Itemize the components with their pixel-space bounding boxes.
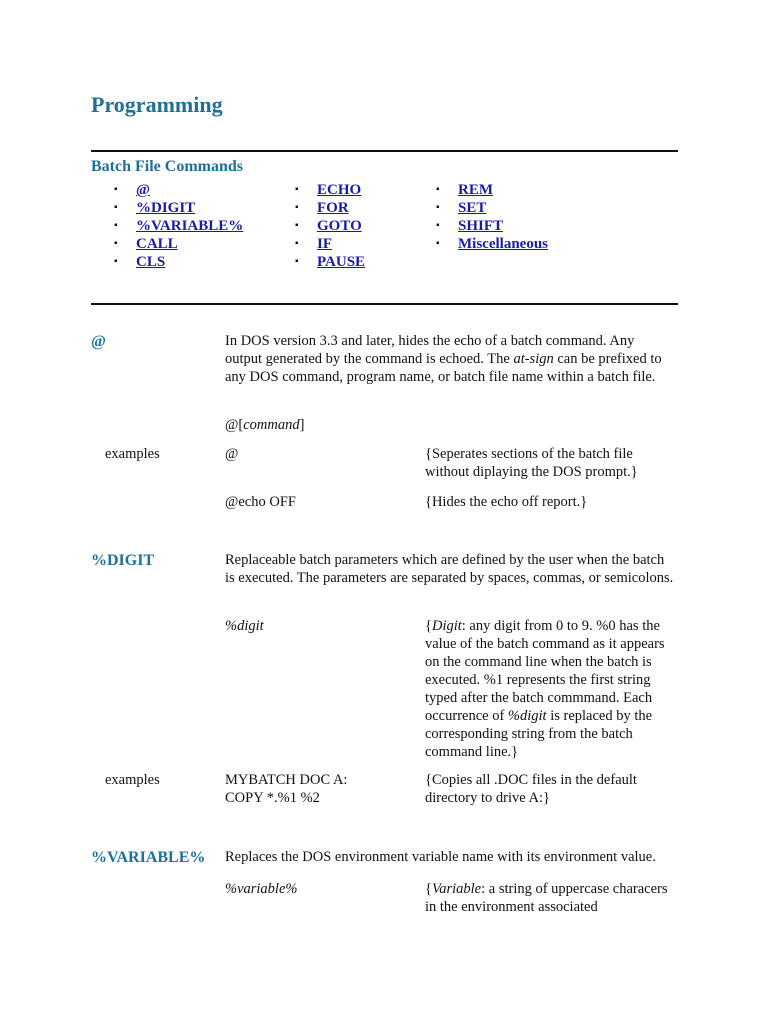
command-list-item	[436, 235, 548, 253]
link-echo[interactable]: ECHO	[317, 182, 362, 198]
bullet-icon: ▪	[114, 256, 118, 267]
note-text: : any digit from 0 to 9. %0 has the value of the batch command as it appears on the command line when the batch is executed. %1 represents the first string typed after the batch commmand. Each occurrence of	[425, 618, 665, 724]
link-pause[interactable]: PAUSE	[317, 254, 366, 270]
bottom-divider	[91, 303, 678, 305]
command-list-item	[436, 181, 548, 199]
link-goto[interactable]: GOTO	[317, 218, 362, 234]
command-list-column-2	[295, 181, 366, 271]
entry-term-digit: %DIGIT	[91, 552, 155, 569]
example-note: {Hides the echo off report.}	[425, 494, 588, 510]
command-list-column-3	[436, 181, 548, 253]
bullet-icon: ▪	[295, 256, 299, 267]
entry-description-digit: Replaceable batch parameters which are defined by the user when the batch is executed. The parameters are separated by spaces, commas, or semicolons.	[225, 552, 674, 586]
command-list-item	[295, 217, 365, 235]
bullet-icon: ▪	[436, 184, 440, 195]
bullet-icon: ▪	[114, 202, 118, 213]
example-code	[225, 771, 415, 807]
entry-description-at	[225, 332, 675, 386]
bullet-icon: ▪	[436, 202, 440, 213]
link-if[interactable]: IF	[317, 236, 332, 252]
page-title: Programming	[91, 92, 223, 117]
note-emphasis: %digit	[507, 708, 547, 724]
note-emphasis: Digit	[431, 618, 462, 634]
link-rem[interactable]: REM	[458, 182, 493, 198]
syntax-text: @[	[225, 417, 244, 433]
syntax-emphasis: command	[243, 417, 300, 433]
syntax-note-digit	[425, 617, 680, 761]
command-list-item	[436, 217, 548, 235]
batch-commands-heading: Batch File Commands	[91, 158, 243, 175]
desc-text: In DOS version 3.3 and later, hides the echo of a batch command. Any output generated by the command is echoed. The	[225, 333, 635, 367]
entry-description-variable: Replaces the DOS environment variable name with its environment value.	[225, 849, 656, 865]
command-list-column-1	[114, 181, 244, 271]
link-cls[interactable]: CLS	[136, 254, 166, 270]
bullet-icon: ▪	[436, 220, 440, 231]
link-at[interactable]: @	[136, 182, 150, 198]
link-set[interactable]: SET	[458, 200, 487, 216]
link-variable[interactable]: %VARIABLE%	[136, 218, 244, 234]
command-list-item	[114, 199, 243, 217]
bullet-icon: ▪	[295, 184, 299, 195]
note-text: is replaced by the corresponding string from the batch command line.}	[425, 708, 653, 760]
command-list-item	[114, 235, 243, 253]
link-for[interactable]: FOR	[317, 200, 349, 216]
link-digit[interactable]: %DIGIT	[136, 200, 196, 216]
entry-syntax-variable: %variable%	[225, 881, 298, 897]
example-note: {Copies all .DOC files in the default directory to drive A:}	[425, 772, 637, 806]
entry-term-variable: %VARIABLE%	[91, 849, 206, 866]
entry-term-at: @	[91, 333, 106, 350]
bullet-icon: ▪	[295, 238, 299, 249]
desc-text: can be prefixed to any DOS command, program name, or batch file name within a batch file.	[225, 351, 662, 385]
desc-emphasis: at-sign	[513, 351, 554, 367]
bullet-icon: ▪	[114, 238, 118, 249]
note-text: : a string of uppercase characers in the environment associated	[425, 881, 668, 915]
bullet-icon: ▪	[295, 202, 299, 213]
entry-syntax-digit: %digit	[225, 618, 264, 634]
syntax-note-variable	[425, 880, 680, 916]
command-list-item	[114, 181, 243, 199]
command-list-item	[295, 235, 365, 253]
example-code: @	[225, 446, 239, 462]
bullet-icon: ▪	[114, 184, 118, 195]
command-list-item	[114, 253, 243, 271]
command-list-item	[114, 217, 244, 235]
bullet-icon: ▪	[436, 238, 440, 249]
top-divider	[91, 150, 678, 152]
example-code-line: COPY *.%1 %2	[225, 790, 320, 806]
link-shift[interactable]: SHIFT	[458, 218, 504, 234]
note-emphasis: Variable	[431, 881, 482, 897]
note-text: {	[425, 881, 432, 897]
link-miscellaneous[interactable]: Miscellaneous	[458, 236, 548, 252]
example-note: {Seperates sections of the batch file without diplaying the DOS prompt.}	[425, 446, 638, 480]
bullet-icon: ▪	[295, 220, 299, 231]
command-list-item	[295, 253, 366, 271]
entry-syntax-at	[225, 416, 304, 434]
syntax-text: ]	[299, 417, 305, 433]
command-list-item	[295, 199, 365, 217]
example-code-line: MYBATCH DOC A:	[225, 772, 348, 788]
examples-label: examples	[105, 446, 160, 462]
command-list-item	[436, 199, 548, 217]
examples-label: examples	[105, 772, 160, 788]
command-list-item	[295, 181, 365, 199]
example-code: @echo OFF	[225, 494, 296, 510]
bullet-icon: ▪	[114, 220, 118, 231]
link-call[interactable]: CALL	[136, 236, 178, 252]
note-text: {	[425, 618, 432, 634]
